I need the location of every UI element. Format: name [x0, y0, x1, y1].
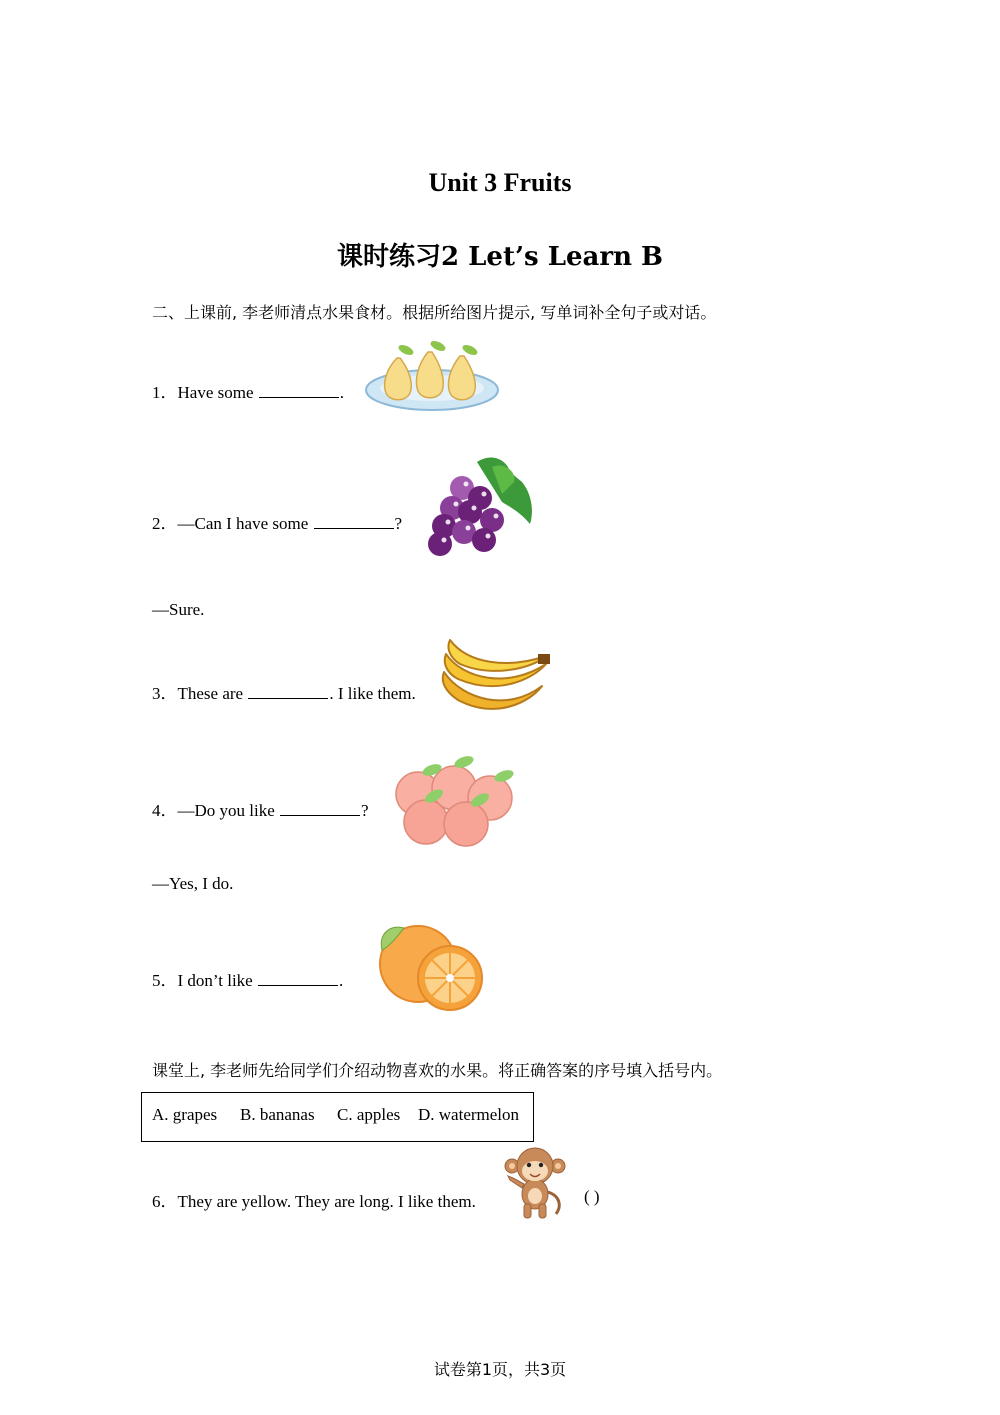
question-number: 6．: [152, 1192, 178, 1211]
options-box: [141, 1092, 534, 1142]
option-b: B. bananas: [240, 1105, 315, 1124]
question-number: 5．: [152, 971, 178, 990]
question-text-end: ?: [361, 801, 369, 820]
answer-blank[interactable]: [280, 801, 360, 816]
pears-plate-icon: [362, 338, 502, 416]
question-text: These are: [177, 684, 248, 703]
answer-bracket[interactable]: ( ): [584, 1187, 600, 1206]
question-number: 1．: [152, 383, 178, 402]
monkey-icon: [504, 1144, 566, 1222]
grapes-icon: [422, 452, 537, 557]
option-d: D. watermelon: [418, 1105, 520, 1124]
page-subtitle: 课时练习2 Let’s Learn B: [336, 242, 664, 272]
answer-blank[interactable]: [248, 684, 328, 699]
question-text: —Can I have some: [177, 514, 313, 533]
question-1: [152, 378, 344, 403]
question-text: I don’t like: [177, 971, 257, 990]
question-text-end: ?: [394, 514, 403, 533]
option-a: A. grapes: [152, 1105, 218, 1124]
question-2: [152, 509, 402, 534]
question-text: They are yellow. They are long. I like them.: [177, 1192, 476, 1211]
section3-instruction: 课堂上, 李老师先给同学们介绍动物喜欢的水果。将正确答案的序号填入括号内。: [152, 1061, 723, 1080]
section2-instruction: 二、上课前, 李老师清点水果食材。根据所给图片提示, 写单词补全句子或对话。: [152, 303, 717, 322]
answer-blank[interactable]: [314, 514, 394, 529]
question-text-end: . I like them.: [329, 684, 416, 703]
question-3: [152, 679, 416, 704]
question-number: 3．: [152, 684, 178, 703]
question-text: Have some: [177, 383, 258, 402]
answer-reply-2: —Sure.: [152, 600, 205, 619]
bananas-icon: [438, 634, 553, 719]
option-c: C. apples: [337, 1105, 401, 1124]
orange-icon: [372, 920, 487, 1015]
question-text-end: .: [338, 971, 344, 990]
question-text: —Do you like: [177, 801, 280, 820]
question-text-end: .: [339, 383, 345, 402]
question-number: 4．: [152, 801, 178, 820]
question-4: [152, 796, 369, 821]
question-number: 2．: [152, 514, 178, 533]
answer-reply-4: —Yes, I do.: [152, 874, 234, 893]
page-footer: 试卷第1页，共3页: [433, 1360, 567, 1379]
answer-blank[interactable]: [259, 383, 339, 398]
question-5: [152, 966, 343, 991]
answer-blank[interactable]: [258, 971, 338, 986]
page-title: Unit 3 Fruits: [428, 168, 572, 197]
peaches-icon: [392, 752, 522, 850]
question-6: [152, 1187, 476, 1212]
